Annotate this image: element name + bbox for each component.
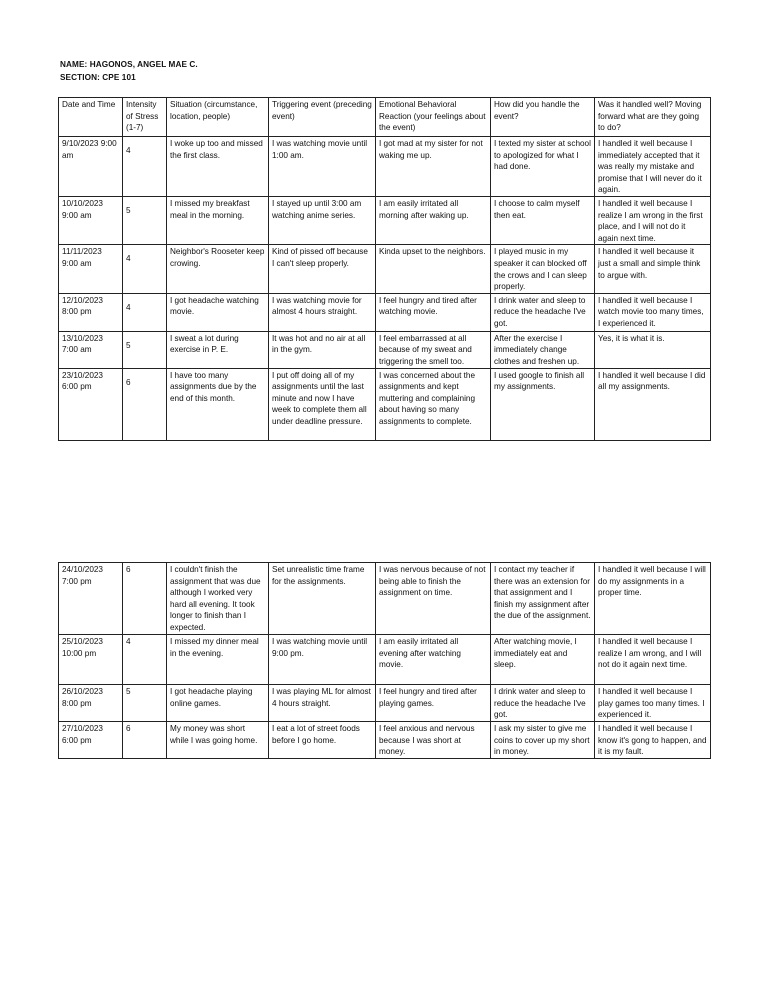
cell-evaluation: I handled it well because I realize I am wrong, and I will not do it again next time.	[595, 635, 711, 685]
cell-handling: I choose to calm myself then eat.	[491, 196, 595, 244]
cell-situation: Neighbor's Rooseter keep crowing.	[167, 245, 269, 293]
cell-intensity: 4	[123, 635, 167, 685]
cell-reaction: Kinda upset to the neighbors.	[376, 245, 491, 293]
cell-handling: I ask my sister to give me coins to cover up my short in money.	[491, 722, 595, 759]
cell-trigger: I stayed up until 3:00 am watching anime series.	[269, 196, 376, 244]
cell-reaction: I feel hungry and tired after playing games.	[376, 685, 491, 722]
cell-handling: After watching movie, I immediately eat and sleep.	[491, 635, 595, 685]
cell-handling: I contact my teacher if there was an extension for that assignment and I finish my assignment after the due of the assignment.	[491, 563, 595, 635]
student-section: SECTION: CPE 101	[60, 73, 136, 82]
table-row	[59, 196, 711, 244]
table-row	[59, 137, 711, 197]
cell-handling: I drink water and sleep to reduce the headache I've got.	[491, 293, 595, 331]
cell-handling: I played music in my speaker it can blocked off the crows and I can sleep properly.	[491, 245, 595, 293]
cell-trigger: I eat a lot of street foods before I go home.	[269, 722, 376, 759]
cell-handling: I used google to finish all my assignments.	[491, 368, 595, 440]
cell-trigger: Set unrealistic time frame for the assignments.	[269, 563, 376, 635]
table-row	[59, 368, 711, 440]
cell-date: 13/10/2023 7:00 am	[59, 331, 123, 368]
cell-evaluation: I handled it well because it just a small and simple think to argue with.	[595, 245, 711, 293]
table-row	[59, 245, 711, 293]
cell-reaction: I was concerned about the assignments and kept muttering and complaining about having so many assignments to complete.	[376, 368, 491, 440]
cell-date: 11/11/2023 9:00 am	[59, 245, 123, 293]
cell-evaluation: I handled it well because I immediately accepted that it was really my mistake and promise that I will never do it again.	[595, 137, 711, 197]
cell-reaction: I feel embarrassed at all because of my sweat and triggering the smell too.	[376, 331, 491, 368]
table-header-row	[59, 98, 711, 137]
cell-evaluation: I handled it well because I realize I am wrong in the first place, and I will not do it again next time.	[595, 196, 711, 244]
cell-reaction: I am easily irritated all morning after waking up.	[376, 196, 491, 244]
cell-evaluation: I handled it well because I watch movie too many times, I experienced it.	[595, 293, 711, 331]
cell-trigger: It was hot and no air at all in the gym.	[269, 331, 376, 368]
table-row	[59, 635, 711, 685]
cell-trigger: I was playing ML for almost 4 hours straight.	[269, 685, 376, 722]
table-row	[59, 293, 711, 331]
header-intensity: Intensity of Stress (1-7)	[123, 98, 167, 137]
cell-situation: I got headache watching movie.	[167, 293, 269, 331]
cell-intensity: 6	[123, 368, 167, 440]
cell-evaluation: I handled it well because I did all my assignments.	[595, 368, 711, 440]
cell-intensity: 4	[123, 137, 167, 197]
cell-intensity: 6	[123, 563, 167, 635]
cell-date: 10/10/2023 9:00 am	[59, 196, 123, 244]
table-row	[59, 685, 711, 722]
header-handled-well: Was it handled well? Moving forward what are they going to do?	[595, 98, 711, 137]
cell-date: 23/10/2023 6:00 pm	[59, 368, 123, 440]
cell-trigger: I was watching movie until 9:00 pm.	[269, 635, 376, 685]
student-name: NAME: HAGONOS, ANGEL MAE C.	[60, 60, 198, 69]
cell-intensity: 5	[123, 685, 167, 722]
stress-log-table-2	[58, 562, 711, 759]
cell-situation: I got headache playing online games.	[167, 685, 269, 722]
cell-handling: After the exercise I immediately change clothes and freshen up.	[491, 331, 595, 368]
cell-date: 27/10/2023 6:00 pm	[59, 722, 123, 759]
table-row	[59, 331, 711, 368]
cell-situation: I missed my dinner meal in the evening.	[167, 635, 269, 685]
cell-handling: I texted my sister at school to apologized for what I had done.	[491, 137, 595, 197]
cell-date: 9/10/2023 9:00 am	[59, 137, 123, 197]
cell-situation: I woke up too and missed the first class.	[167, 137, 269, 197]
cell-reaction: I got mad at my sister for not waking me up.	[376, 137, 491, 197]
header-date-time: Date and Time	[59, 98, 123, 137]
cell-situation: My money was short while I was going home.	[167, 722, 269, 759]
cell-situation: I have too many assignments due by the end of this month.	[167, 368, 269, 440]
cell-handling: I drink water and sleep to reduce the headache I've got.	[491, 685, 595, 722]
cell-date: 26/10/2023 8:00 pm	[59, 685, 123, 722]
stress-log-table-1	[58, 97, 711, 441]
cell-reaction: I was nervous because of not being able to finish the assignment on time.	[376, 563, 491, 635]
cell-intensity: 5	[123, 331, 167, 368]
cell-reaction: I am easily irritated all evening after watching movie.	[376, 635, 491, 685]
cell-intensity: 4	[123, 245, 167, 293]
cell-trigger: Kind of pissed off because I can't sleep properly.	[269, 245, 376, 293]
cell-situation: I missed my breakfast meal in the morning.	[167, 196, 269, 244]
table-row	[59, 563, 711, 635]
cell-date: 12/10/2023 8:00 pm	[59, 293, 123, 331]
cell-intensity: 6	[123, 722, 167, 759]
cell-intensity: 5	[123, 196, 167, 244]
cell-evaluation: I handled it well because I will do my assignments in a proper time.	[595, 563, 711, 635]
cell-trigger: I was watching movie for almost 4 hours straight.	[269, 293, 376, 331]
header-emotional-reaction: Emotional Behavioral Reaction (your feelings about the event)	[376, 98, 491, 137]
cell-reaction: I feel anxious and nervous because I was short at money.	[376, 722, 491, 759]
cell-trigger: I put off doing all of my assignments until the last minute and now I have week to complete them all under deadline pressure.	[269, 368, 376, 440]
cell-reaction: I feel hungry and tired after watching movie.	[376, 293, 491, 331]
cell-situation: I couldn't finish the assignment that was due although I worked very hard all evening. It took longer to finish than I expected.	[167, 563, 269, 635]
table-row	[59, 722, 711, 759]
cell-evaluation: I handled it well because I play games too many times. I experienced it.	[595, 685, 711, 722]
cell-evaluation: Yes, it is what it is.	[595, 331, 711, 368]
cell-date: 25/10/2023 10:00 pm	[59, 635, 123, 685]
cell-intensity: 4	[123, 293, 167, 331]
cell-evaluation: I handled it well because I know it's gong to happen, and it is my fault.	[595, 722, 711, 759]
cell-situation: I sweat a lot during exercise in P. E.	[167, 331, 269, 368]
cell-trigger: I was watching movie until 1:00 am.	[269, 137, 376, 197]
header-situation: Situation (circumstance, location, people)	[167, 98, 269, 137]
cell-date: 24/10/2023 7:00 pm	[59, 563, 123, 635]
header-handling: How did you handle the event?	[491, 98, 595, 137]
header-triggering-event: Triggering event (preceding event)	[269, 98, 376, 137]
